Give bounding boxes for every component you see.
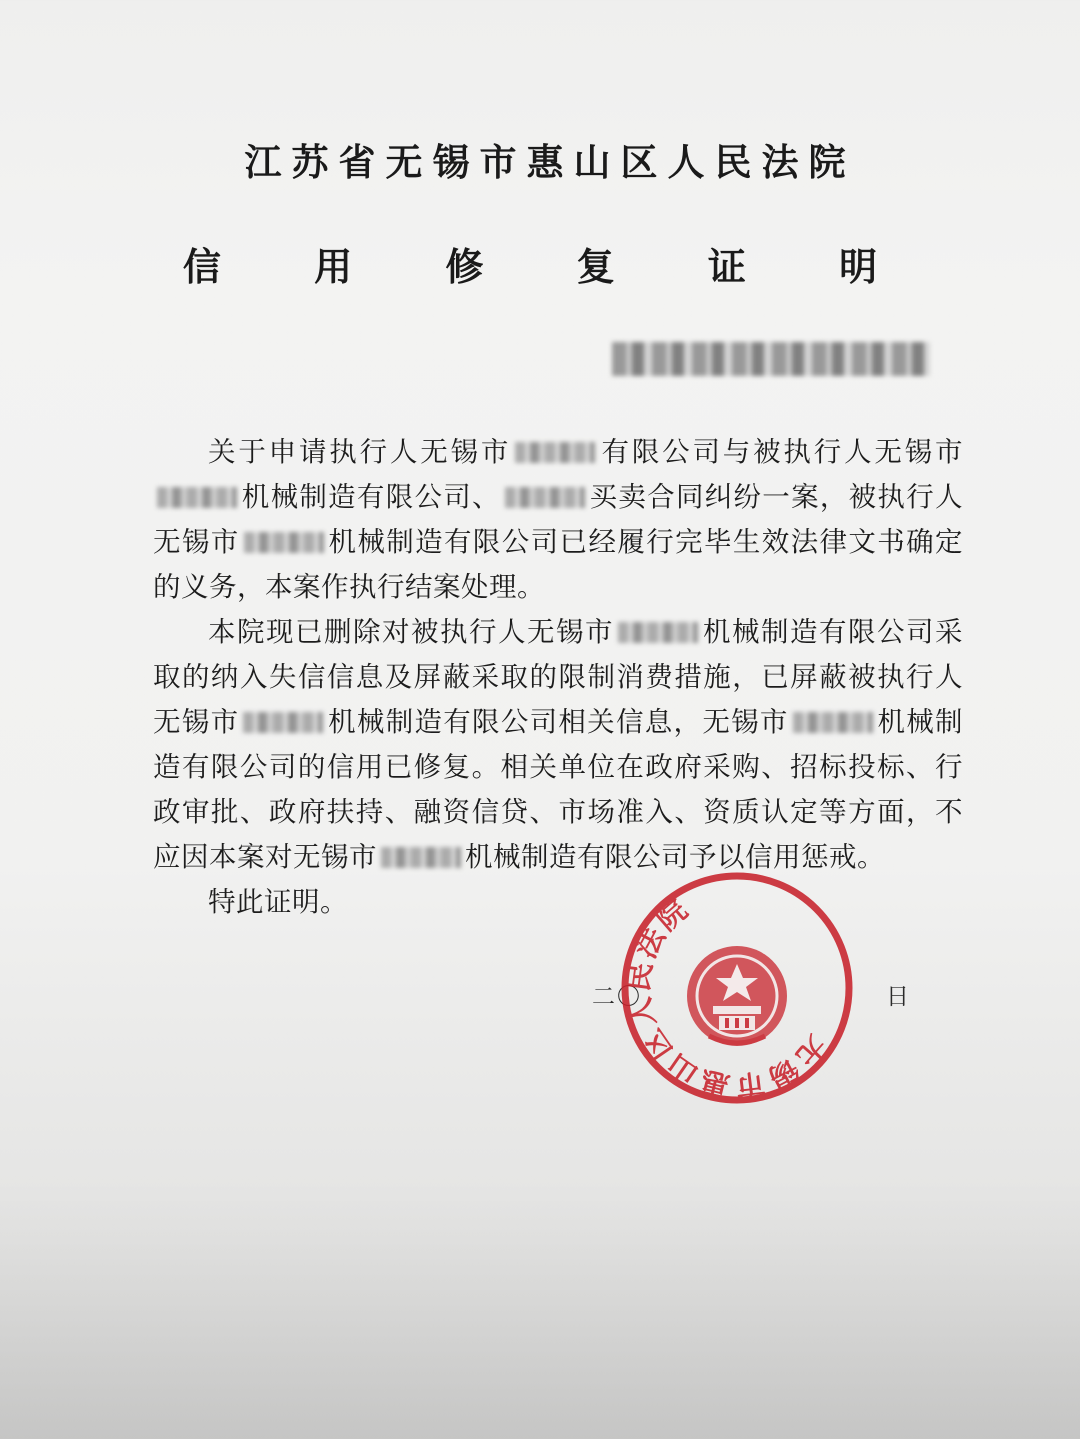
document-title: 信 用 修 复 证 明 bbox=[182, 245, 918, 289]
redaction bbox=[243, 712, 323, 733]
court-name: 江苏省无锡市惠山区人民法院 bbox=[244, 141, 856, 184]
redaction bbox=[244, 532, 324, 553]
case-number-redacted bbox=[612, 342, 930, 376]
redaction bbox=[157, 487, 237, 508]
redaction bbox=[515, 442, 595, 463]
redaction bbox=[505, 487, 585, 508]
redaction bbox=[793, 712, 873, 733]
redaction bbox=[618, 622, 698, 643]
national-emblem-icon bbox=[687, 946, 787, 1046]
bottom-shadow bbox=[0, 1179, 1080, 1439]
document-body bbox=[153, 430, 963, 925]
court-seal-stamp bbox=[617, 868, 857, 1108]
closing-line: 特此证明。 bbox=[208, 886, 348, 918]
seal-text: 无锡市惠山区人民法院 bbox=[620, 890, 835, 1105]
paragraph-2: 本院现已删除对被执行人无锡市 机械制造有限公司采取的纳入失信信息及屏蔽采取的限制消费措施，已屏蔽被执行人无锡市 机械制造有限公司相关信息，无锡市 机械制造有限公司的信用已修复。相关单位在政府采购、招标投标、行政审批、政府扶持、融资信贷、市场准入、资质认定等方面，不应因本案对无锡市 机械制造有限公司予以信用惩戒。 bbox=[153, 616, 964, 873]
paragraph-1: 关于申请执行人无锡市 有限公司与被执行人无锡市机械制造有限公司、 买卖合同纠纷一案，被执行人无锡市 机械制造有限公司已经履行完毕生效法律文书确定的义务，本案作执行结案处理。 bbox=[153, 436, 964, 603]
redaction bbox=[381, 847, 461, 868]
issue-date: 二〇 日 bbox=[592, 984, 911, 1010]
